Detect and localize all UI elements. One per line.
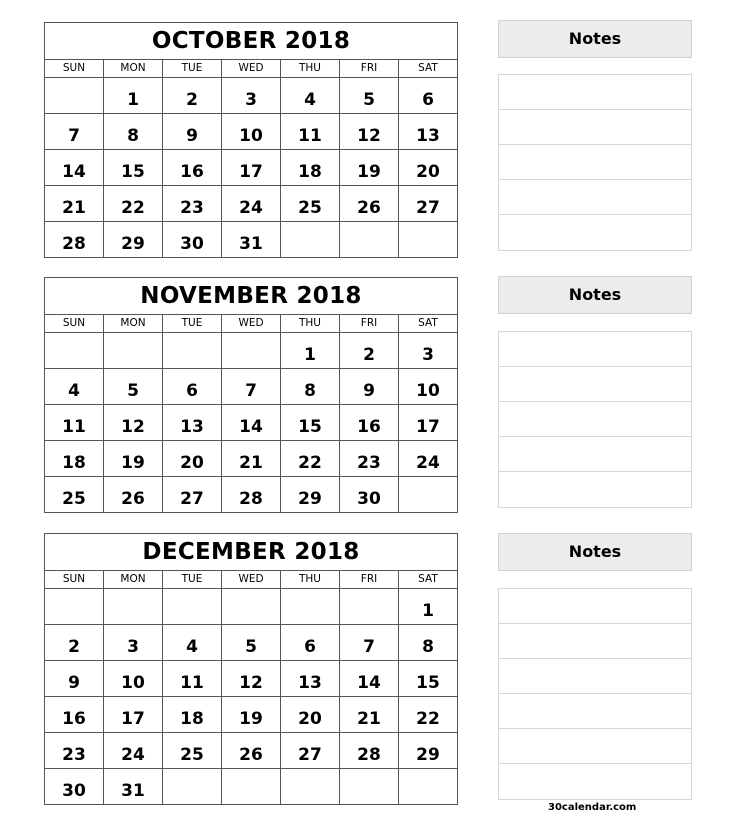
notes-line [499, 180, 691, 215]
day-cell: 10 [222, 114, 281, 149]
weekday-label: MON [104, 60, 163, 77]
calendar-october [44, 22, 458, 258]
day-cell: 18 [281, 150, 340, 185]
day-cell: 26 [104, 477, 163, 512]
week-row [45, 625, 457, 661]
day-cell: 30 [45, 769, 104, 804]
weekday-label: FRI [340, 60, 399, 77]
day-cell: 19 [104, 441, 163, 476]
empty-day-cell [340, 769, 399, 804]
weekday-label: WED [222, 571, 281, 588]
month-title: OCTOBER 2018 [45, 23, 457, 60]
calendar-november [44, 277, 458, 513]
day-cell: 3 [104, 625, 163, 660]
calendar-grid [45, 589, 457, 804]
day-cell: 12 [222, 661, 281, 696]
weekday-label: FRI [340, 315, 399, 332]
notes-header-december: Notes [498, 533, 692, 571]
day-cell: 15 [416, 673, 440, 693]
day-cell: 21 [222, 441, 281, 476]
weekday-label: TUE [163, 571, 222, 588]
day-cell: 30 [340, 477, 399, 512]
day-cell: 5 [222, 625, 281, 660]
day-cell: 28 [222, 477, 281, 512]
day-cell: 1 [281, 333, 340, 368]
notes-line [499, 110, 691, 145]
day-cell: 25 [45, 477, 104, 512]
day-cell: 13 [281, 661, 340, 696]
day-cell: 23 [163, 186, 222, 221]
weekday-label: SUN [45, 60, 104, 77]
week-row [45, 186, 457, 222]
day-cell: 27 [281, 733, 340, 768]
day-cell: 9 [45, 661, 104, 696]
month-title: NOVEMBER 2018 [45, 278, 457, 315]
weekday-label: FRI [340, 571, 399, 588]
notes-line [499, 694, 691, 729]
day-cell: 8 [104, 114, 163, 149]
day-cell: 20 [416, 162, 440, 182]
day-cell: 7 [45, 114, 104, 149]
week-row [45, 661, 457, 697]
week-row [45, 78, 457, 114]
notes-line [499, 367, 691, 402]
calendar-december [44, 533, 458, 805]
empty-day-cell [281, 769, 340, 804]
day-cell: 24 [104, 733, 163, 768]
day-cell: 9 [340, 369, 399, 404]
day-cell: 4 [281, 78, 340, 113]
weekday-label: SAT [418, 317, 438, 329]
day-cell: 22 [416, 709, 440, 729]
empty-day-cell [104, 333, 163, 368]
notes-line [499, 215, 691, 250]
weekday-label: MON [104, 571, 163, 588]
week-row [45, 114, 457, 150]
empty-day-cell [163, 769, 222, 804]
notes-area-november [498, 331, 692, 508]
day-cell: 2 [45, 625, 104, 660]
week-row [45, 589, 457, 625]
day-cell: 11 [45, 405, 104, 440]
day-cell: 16 [163, 150, 222, 185]
footer-credit: 30calendar.com [548, 802, 637, 813]
day-cell: 24 [416, 453, 440, 473]
day-cell: 6 [422, 90, 434, 110]
week-row [45, 222, 457, 257]
day-cell: 6 [163, 369, 222, 404]
notes-area-october [498, 74, 692, 251]
day-cell: 26 [222, 733, 281, 768]
day-cell: 12 [104, 405, 163, 440]
empty-day-cell [399, 477, 457, 512]
week-row [45, 733, 457, 769]
day-cell: 29 [416, 745, 440, 765]
week-row [45, 369, 457, 405]
weekday-header [45, 571, 457, 589]
notes-line [499, 624, 691, 659]
day-cell: 17 [416, 417, 440, 437]
day-cell: 27 [163, 477, 222, 512]
day-cell: 22 [104, 186, 163, 221]
notes-line [499, 437, 691, 472]
notes-line [499, 729, 691, 764]
empty-day-cell [281, 222, 340, 257]
day-cell: 10 [104, 661, 163, 696]
week-row [45, 333, 457, 369]
notes-header-november: Notes [498, 276, 692, 314]
day-cell: 12 [340, 114, 399, 149]
calendar-grid [45, 78, 457, 257]
day-cell: 24 [222, 186, 281, 221]
calendar-grid [45, 333, 457, 512]
day-cell: 3 [422, 345, 434, 365]
week-row [45, 769, 457, 804]
day-cell: 10 [416, 381, 440, 401]
week-row [45, 477, 457, 512]
day-cell: 11 [281, 114, 340, 149]
day-cell: 23 [340, 441, 399, 476]
empty-day-cell [222, 333, 281, 368]
empty-day-cell [340, 222, 399, 257]
day-cell: 27 [416, 198, 440, 218]
weekday-header [45, 315, 457, 333]
empty-day-cell [104, 589, 163, 624]
week-row [45, 697, 457, 733]
day-cell: 18 [163, 697, 222, 732]
day-cell: 26 [340, 186, 399, 221]
notes-line [499, 659, 691, 694]
day-cell: 25 [281, 186, 340, 221]
empty-day-cell [340, 589, 399, 624]
notes-line [499, 332, 691, 367]
empty-day-cell [45, 589, 104, 624]
day-cell: 2 [340, 333, 399, 368]
day-cell: 6 [281, 625, 340, 660]
day-cell: 17 [222, 150, 281, 185]
day-cell: 14 [222, 405, 281, 440]
notes-line [499, 75, 691, 110]
day-cell: 13 [163, 405, 222, 440]
weekday-label: WED [222, 315, 281, 332]
weekday-label: THU [281, 571, 340, 588]
day-cell: 31 [222, 222, 281, 257]
day-cell: 22 [281, 441, 340, 476]
notes-line [499, 402, 691, 437]
day-cell: 14 [340, 661, 399, 696]
notes-area-december [498, 588, 692, 800]
empty-day-cell [163, 589, 222, 624]
day-cell: 8 [422, 637, 434, 657]
week-row [45, 150, 457, 186]
day-cell: 7 [222, 369, 281, 404]
day-cell: 16 [45, 697, 104, 732]
weekday-label: MON [104, 315, 163, 332]
day-cell: 18 [45, 441, 104, 476]
week-row [45, 441, 457, 477]
empty-day-cell [163, 333, 222, 368]
day-cell: 2 [163, 78, 222, 113]
day-cell: 28 [45, 222, 104, 257]
weekday-header [45, 60, 457, 78]
empty-day-cell [222, 769, 281, 804]
day-cell: 15 [104, 150, 163, 185]
month-title: DECEMBER 2018 [45, 534, 457, 571]
weekday-label: THU [281, 315, 340, 332]
empty-day-cell [281, 589, 340, 624]
weekday-label: SAT [418, 62, 438, 74]
day-cell: 19 [340, 150, 399, 185]
day-cell: 1 [104, 78, 163, 113]
day-cell: 11 [163, 661, 222, 696]
weekday-label: THU [281, 60, 340, 77]
day-cell: 23 [45, 733, 104, 768]
weekday-label: TUE [163, 60, 222, 77]
day-cell: 25 [163, 733, 222, 768]
day-cell: 31 [104, 769, 163, 804]
empty-day-cell [45, 78, 104, 113]
day-cell: 21 [340, 697, 399, 732]
notes-line [499, 589, 691, 624]
day-cell: 28 [340, 733, 399, 768]
empty-day-cell [399, 769, 457, 804]
day-cell: 15 [281, 405, 340, 440]
day-cell: 21 [45, 186, 104, 221]
notes-header-october: Notes [498, 20, 692, 58]
day-cell: 7 [340, 625, 399, 660]
week-row [45, 405, 457, 441]
weekday-label: TUE [163, 315, 222, 332]
day-cell: 14 [45, 150, 104, 185]
empty-day-cell [399, 222, 457, 257]
day-cell: 30 [163, 222, 222, 257]
day-cell: 13 [416, 126, 440, 146]
day-cell: 29 [281, 477, 340, 512]
day-cell: 20 [163, 441, 222, 476]
day-cell: 4 [45, 369, 104, 404]
day-cell: 16 [340, 405, 399, 440]
day-cell: 4 [163, 625, 222, 660]
notes-line [499, 764, 691, 799]
day-cell: 29 [104, 222, 163, 257]
weekday-label: SUN [45, 315, 104, 332]
day-cell: 1 [422, 601, 434, 621]
day-cell: 19 [222, 697, 281, 732]
day-cell: 17 [104, 697, 163, 732]
weekday-label: WED [222, 60, 281, 77]
empty-day-cell [45, 333, 104, 368]
day-cell: 9 [163, 114, 222, 149]
day-cell: 20 [281, 697, 340, 732]
day-cell: 5 [104, 369, 163, 404]
day-cell: 8 [281, 369, 340, 404]
weekday-label: SUN [45, 571, 104, 588]
empty-day-cell [222, 589, 281, 624]
weekday-label: SAT [418, 573, 438, 585]
notes-line [499, 145, 691, 180]
day-cell: 3 [222, 78, 281, 113]
notes-line [499, 472, 691, 507]
day-cell: 5 [340, 78, 399, 113]
